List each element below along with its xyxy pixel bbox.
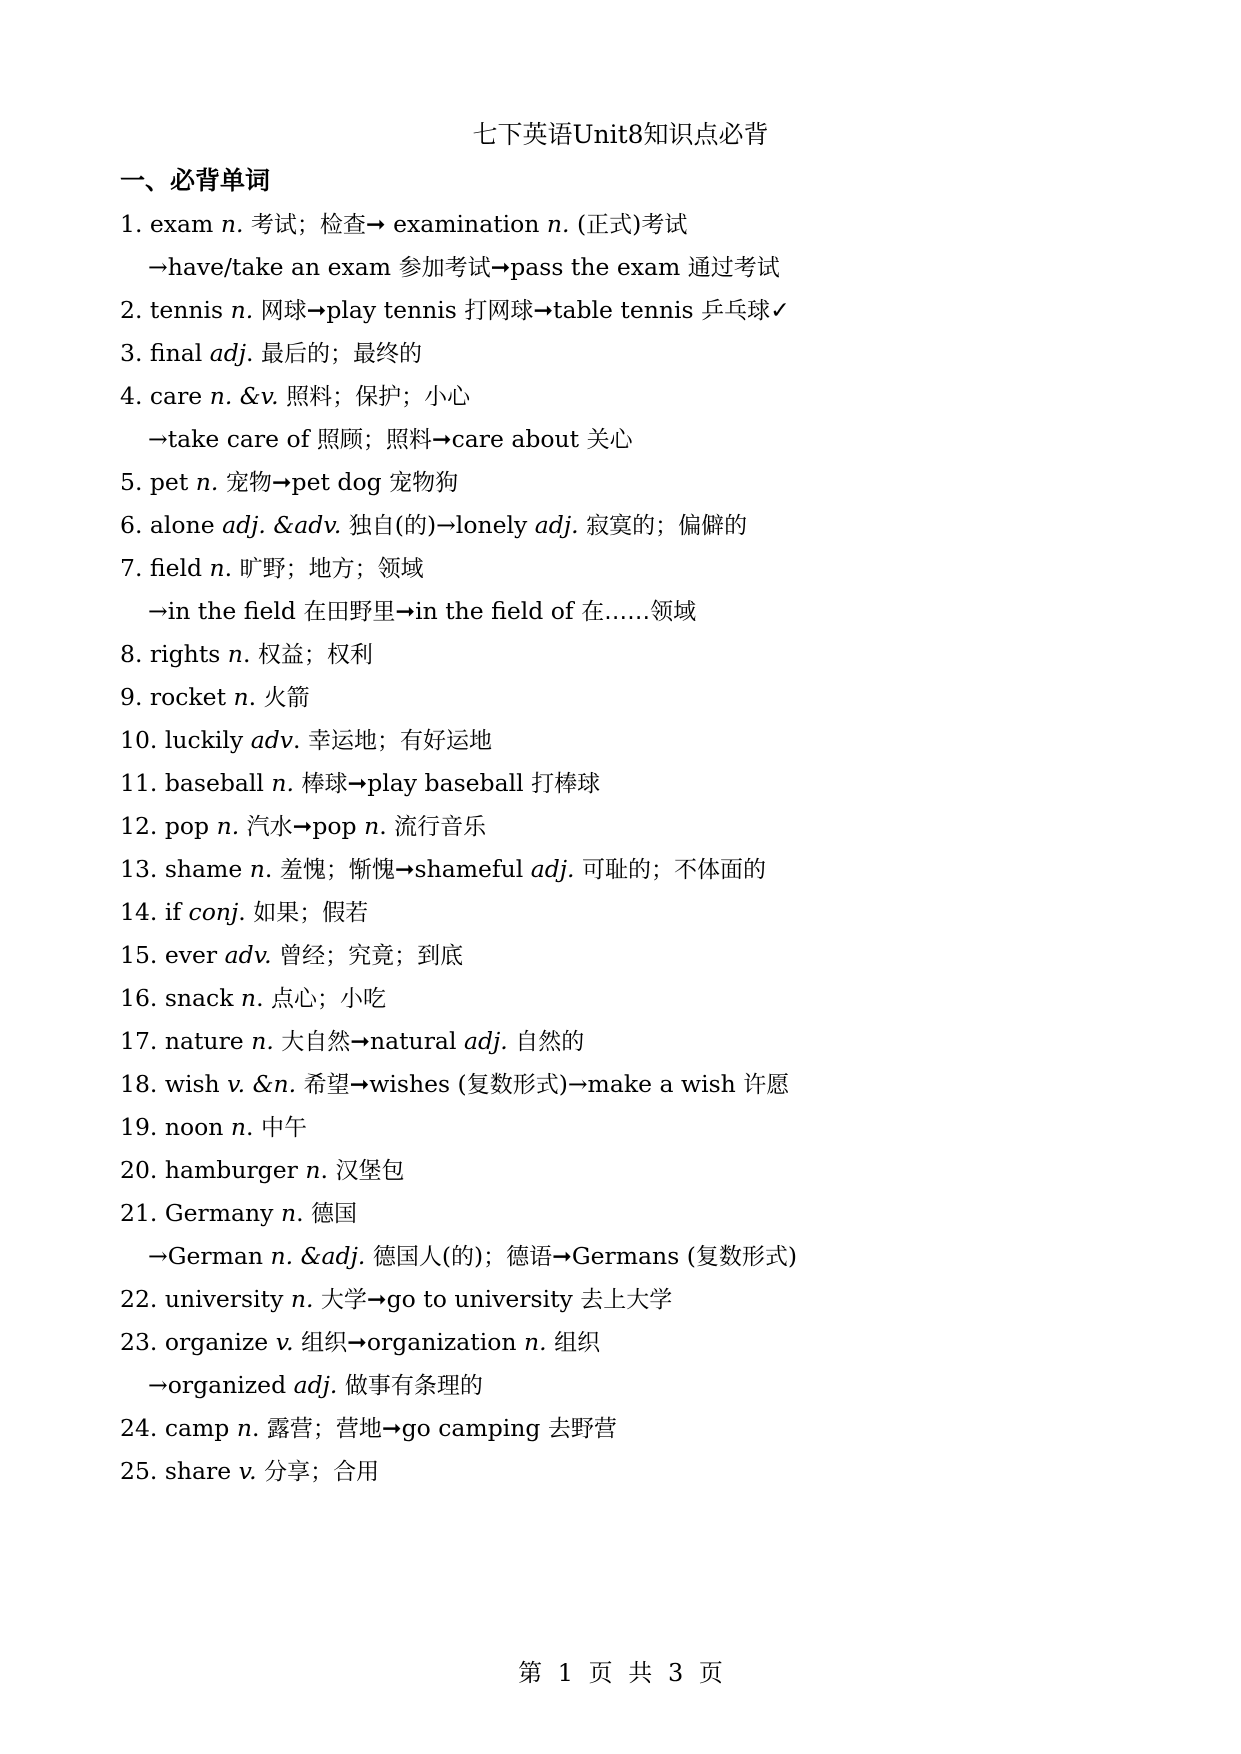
part-of-speech: n bbox=[364, 812, 380, 840]
vocab-entry bbox=[120, 938, 463, 973]
entry-text: 2. tennis bbox=[120, 296, 231, 324]
entry-text: 12. pop bbox=[120, 812, 217, 840]
entry-text: . 幸运地；有好运地 bbox=[293, 726, 492, 754]
part-of-speech: adj bbox=[209, 339, 247, 367]
entry-text: 13. shame bbox=[120, 855, 250, 883]
vocab-entry bbox=[120, 680, 310, 715]
entry-text: 5. pet bbox=[120, 468, 196, 496]
part-of-speech: adv bbox=[250, 726, 294, 754]
entry-text: 10. luckily bbox=[120, 726, 251, 754]
entry-text: 8. rights bbox=[120, 640, 228, 668]
entry-text: 棒球➞play baseball 打棒球 bbox=[301, 769, 601, 797]
vocab-entry bbox=[120, 766, 600, 801]
entry-text: 9. rocket bbox=[120, 683, 234, 711]
entry-text: . 中午 bbox=[246, 1113, 307, 1141]
entry-text: 22. university bbox=[120, 1285, 291, 1313]
part-of-speech: n bbox=[233, 683, 249, 711]
entry-text: 曾经；究竟；到底 bbox=[279, 943, 464, 969]
part-of-speech: n. bbox=[216, 812, 240, 840]
part-of-speech: n. bbox=[271, 769, 295, 797]
entry-text: 考试；检查➞ examination bbox=[250, 210, 547, 238]
part-of-speech: adj. bbox=[293, 1371, 338, 1399]
part-of-speech: adv. bbox=[224, 941, 272, 969]
part-of-speech: n bbox=[230, 1113, 247, 1141]
entry-text: 照料；保护；小心 bbox=[286, 384, 471, 410]
vocab-entry bbox=[120, 723, 492, 758]
part-of-speech: n. bbox=[290, 1285, 314, 1313]
part-of-speech: conj bbox=[188, 898, 239, 926]
vocab-entry bbox=[120, 809, 486, 844]
entry-text: 6. alone bbox=[120, 511, 223, 539]
page-footer: 第 1 页 共 3 页 bbox=[518, 1659, 723, 1687]
entry-text: . 如果；假若 bbox=[238, 898, 369, 926]
entry-text: 18. wish bbox=[120, 1070, 228, 1098]
entry-text: . 羞愧；惭愧➞shameful bbox=[264, 855, 531, 883]
entry-text: 做事有条理的 bbox=[344, 1373, 483, 1399]
entry-text: 23. organize bbox=[120, 1328, 276, 1356]
entry-text: 自然的 bbox=[515, 1029, 585, 1055]
vocab-entry bbox=[120, 551, 424, 586]
entry-text: 组织 bbox=[554, 1330, 601, 1356]
vocab-entry bbox=[120, 1110, 307, 1145]
part-of-speech: n bbox=[209, 554, 225, 582]
vocab-entry bbox=[120, 1196, 357, 1231]
vocab-subline bbox=[148, 1239, 797, 1274]
entry-text: 17. nature bbox=[120, 1027, 252, 1055]
vocab-entry bbox=[120, 207, 687, 242]
entry-text: →German bbox=[148, 1242, 271, 1270]
entry-text: 16. snack bbox=[120, 984, 241, 1012]
entry-text: 网球➞play tennis 打网球➞table tennis 乒乓球✓ bbox=[260, 296, 790, 324]
entry-text: . 露营；营地➞go camping 去野营 bbox=[251, 1414, 617, 1442]
entry-text: 汽水➞pop bbox=[246, 812, 365, 840]
entry-text: 德国人(的)；德语➞Germans (复数形式) bbox=[372, 1242, 798, 1270]
entry-text: . 汉堡包 bbox=[320, 1156, 405, 1184]
part-of-speech: adj. bbox=[534, 511, 579, 539]
entry-text: 20. hamburger bbox=[120, 1156, 306, 1184]
vocab-entry bbox=[120, 379, 470, 414]
entry-text: 分享；合用 bbox=[264, 1459, 380, 1485]
vocab-entry bbox=[120, 1325, 600, 1360]
vocab-entry bbox=[120, 336, 422, 371]
entry-text: 21. Germany bbox=[120, 1199, 281, 1227]
vocab-entry bbox=[120, 1411, 617, 1446]
part-of-speech: n. &adj. bbox=[270, 1242, 366, 1270]
vocab-entry bbox=[120, 1024, 584, 1059]
entry-text: . 权益；权利 bbox=[242, 640, 373, 668]
part-of-speech: v. bbox=[275, 1328, 294, 1356]
part-of-speech: n. bbox=[230, 296, 254, 324]
entry-text: 独自(的)→lonely bbox=[348, 511, 535, 539]
entry-text: 11. baseball bbox=[120, 769, 272, 797]
vocab-entry bbox=[120, 981, 386, 1016]
entry-text: . 旷野；地方；领域 bbox=[224, 554, 424, 582]
vocab-entry bbox=[120, 1153, 404, 1188]
entry-text: →organized bbox=[148, 1371, 294, 1399]
entry-text: →have/take an exam 参加考试➞pass the exam 通过考试 bbox=[148, 253, 780, 281]
entry-text: . 最后的；最终的 bbox=[246, 339, 422, 367]
vocab-entry bbox=[120, 293, 790, 328]
part-of-speech: n bbox=[305, 1156, 321, 1184]
part-of-speech: adj. &adv. bbox=[222, 511, 342, 539]
part-of-speech: v. &n. bbox=[227, 1070, 297, 1098]
vocab-entry bbox=[120, 895, 368, 930]
part-of-speech: n bbox=[236, 1414, 252, 1442]
vocab-subline bbox=[148, 1368, 483, 1403]
part-of-speech: n bbox=[280, 1199, 297, 1227]
entry-text: (正式)考试 bbox=[569, 210, 688, 238]
part-of-speech: n. bbox=[546, 210, 570, 238]
entry-text: 15. ever bbox=[120, 941, 225, 969]
entry-text: 可耻的；不体面的 bbox=[582, 857, 767, 883]
entry-text: 24. camp bbox=[120, 1414, 237, 1442]
part-of-speech: n bbox=[227, 640, 243, 668]
entry-text: →take care of 照顾；照料➞care about 关心 bbox=[148, 425, 633, 453]
entry-text: . 流行音乐 bbox=[379, 812, 487, 840]
entry-text: →in the field 在田野里➞in the field of 在……领域 bbox=[148, 597, 697, 625]
page-title: 七下英语Unit8知识点必背 bbox=[472, 120, 769, 149]
vocab-entry bbox=[120, 1282, 672, 1317]
part-of-speech: n. bbox=[251, 1027, 274, 1055]
entry-text: . 点心；小吃 bbox=[256, 984, 387, 1012]
part-of-speech: n. bbox=[195, 468, 219, 496]
vocab-subline bbox=[148, 594, 696, 629]
entry-text: 大自然➞natural bbox=[281, 1027, 464, 1055]
entry-text: 7. field bbox=[120, 554, 210, 582]
vocab-entry bbox=[120, 852, 766, 887]
entry-text: 4. care bbox=[120, 382, 210, 410]
entry-text: 25. share bbox=[120, 1457, 239, 1485]
vocab-entry bbox=[120, 637, 373, 672]
entry-text: 寂寞的；偏僻的 bbox=[586, 513, 748, 539]
entry-text: 14. if bbox=[120, 898, 189, 926]
part-of-speech: adj. bbox=[463, 1027, 508, 1055]
part-of-speech: n. bbox=[524, 1328, 547, 1356]
entry-text: 组织➞organization bbox=[301, 1328, 525, 1356]
entry-text: 宠物➞pet dog 宠物狗 bbox=[225, 468, 459, 496]
part-of-speech: n. &v. bbox=[209, 382, 279, 410]
part-of-speech: n bbox=[249, 855, 265, 883]
vocab-entry bbox=[120, 508, 747, 543]
vocab-entry bbox=[120, 465, 458, 500]
entry-text: . 德国 bbox=[296, 1199, 358, 1227]
part-of-speech: v. bbox=[238, 1457, 257, 1485]
part-of-speech: n bbox=[240, 984, 257, 1012]
vocab-subline bbox=[148, 422, 633, 457]
vocab-entry bbox=[120, 1067, 789, 1102]
part-of-speech: n. bbox=[220, 210, 244, 238]
entry-text: 大学➞go to university 去上大学 bbox=[320, 1285, 673, 1313]
vocab-subline bbox=[148, 250, 780, 285]
vocab-entry bbox=[120, 1454, 379, 1489]
entry-text: 希望➞wishes (复数形式)→make a wish 许愿 bbox=[303, 1070, 790, 1098]
part-of-speech: adj. bbox=[530, 855, 575, 883]
entry-text: . 火箭 bbox=[248, 683, 310, 711]
section-heading: 一、必背单词 bbox=[120, 166, 271, 195]
entry-text: 1. exam bbox=[120, 210, 221, 238]
entry-text: 19. noon bbox=[120, 1113, 231, 1141]
entry-text: 3. final bbox=[120, 339, 210, 367]
